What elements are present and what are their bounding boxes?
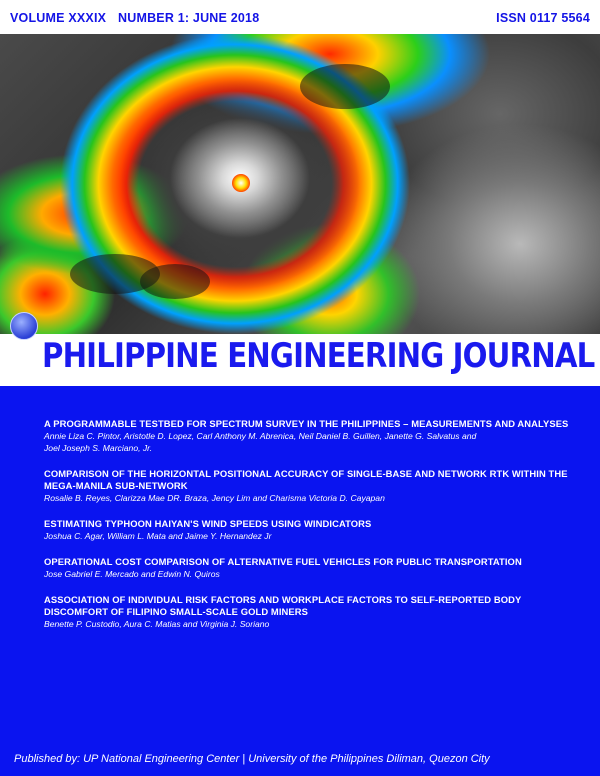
publisher-logo xyxy=(10,312,38,340)
article-authors: Annie Liza C. Pintor, Aristotle D. Lopez, Carl Anthony M. Abrenica, Neil Daniel B. Guillen, Janette G. Salvatus and xyxy=(44,431,477,441)
article-authors: Benette P. Custodio, Aura C. Matias and Virginia J. Soriano xyxy=(44,619,270,629)
article-entry xyxy=(44,468,574,504)
cloud-shadow xyxy=(300,64,390,109)
article-entry xyxy=(44,594,574,630)
table-of-contents xyxy=(44,418,574,644)
issn-label: ISSN 0117 5564 xyxy=(496,11,590,25)
article-entry xyxy=(44,418,574,454)
typhoon-satellite-image xyxy=(0,34,600,336)
article-authors: Joshua C. Agar, William L. Mata and Jaime Y. Hernandez Jr xyxy=(44,531,272,541)
article-entry xyxy=(44,556,574,580)
article-title: ESTIMATING TYPHOON HAIYAN'S WIND SPEEDS USING WINDICATORS xyxy=(44,518,372,529)
article-title: OPERATIONAL COST COMPARISON OF ALTERNATIVE FUEL VEHICLES FOR PUBLIC TRANSPORTATION xyxy=(44,556,522,567)
journal-title: PHILIPPINE ENGINEERING JOURNAL xyxy=(42,336,595,376)
article-authors: Jose Gabriel E. Mercado and Edwin N. Quiros xyxy=(44,569,220,579)
article-title: ASSOCIATION OF INDIVIDUAL RISK FACTORS AND WORKPLACE FACTORS TO SELF-REPORTED BODY DISCOMFORT OF FILIPINO SMALL-SCALE GOLD MINERS xyxy=(44,594,522,617)
issue-label: NUMBER 1: JUNE 2018 xyxy=(118,11,260,25)
article-authors: Rosalie B. Reyes, Clarizza Mae DR. Braza, Jency Lim and Charisma Victoria D. Cayapan xyxy=(44,493,385,503)
article-entry xyxy=(44,518,574,542)
article-title: COMPARISON OF THE HORIZONTAL POSITIONAL ACCURACY OF SINGLE-BASE AND NETWORK RTK WITHIN THE MEGA-MANILA SUB-NETWORK xyxy=(44,468,568,491)
cover-header xyxy=(0,0,600,34)
volume-label: VOLUME XXXIX xyxy=(10,11,107,25)
article-title: A PROGRAMMABLE TESTBED FOR SPECTRUM SURVEY IN THE PHILIPPINES – MEASUREMENTS AND ANALYSES xyxy=(44,418,569,429)
typhoon-eye xyxy=(232,174,250,192)
publisher-footer: Published by: UP National Engineering Center | University of the Philippines Diliman, Quezon City xyxy=(14,753,490,765)
article-authors: Joel Joseph S. Marciano, Jr. xyxy=(44,443,153,453)
cloud-shadow xyxy=(140,264,210,299)
